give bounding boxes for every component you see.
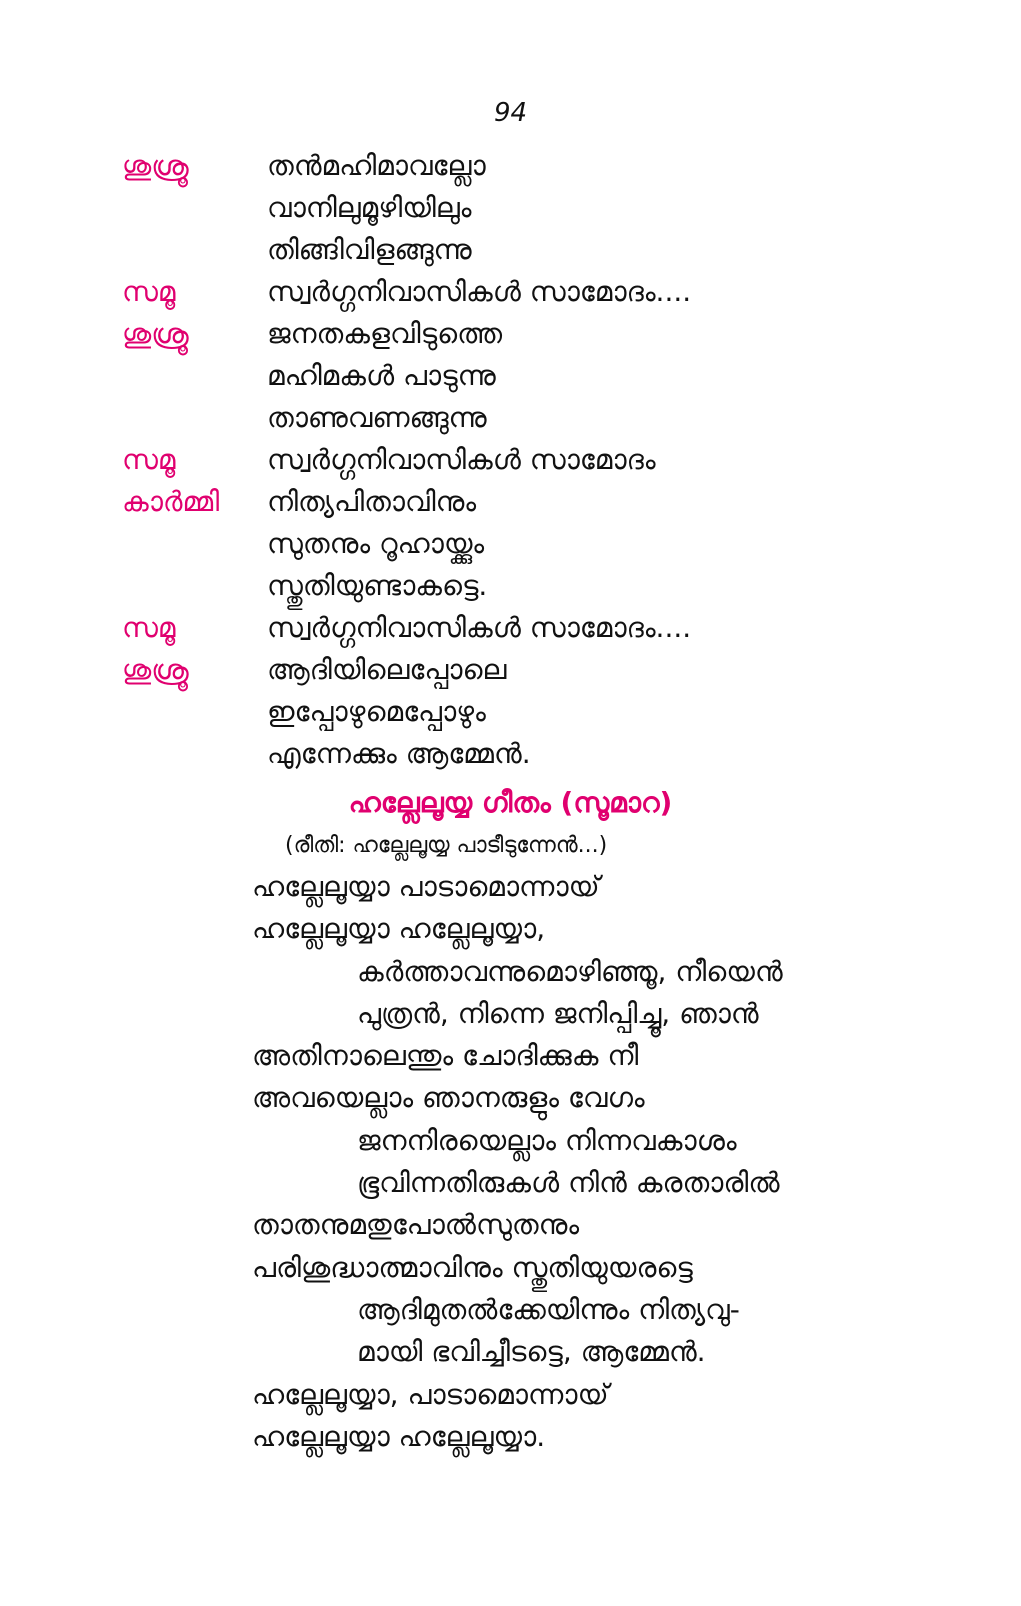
speaker-label: കാർമ്മി	[122, 485, 220, 518]
song-line: ഹല്ലേലൂയ്യാ ഹല്ലേലൂയ്യാ.	[252, 1419, 546, 1453]
speaker-label: സമൂ	[122, 275, 176, 308]
song-line: ഹല്ലേലൂയ്യാ, പാടാമൊന്നായ്	[252, 1377, 609, 1411]
page-number: 94	[493, 98, 528, 128]
song-line: കർത്താവന്നുമൊഴിഞ്ഞൂ, നീയെൻ	[357, 954, 783, 988]
song-title: ഹല്ലേലൂയ്യ ഗീതം (സൂമാറ)	[348, 786, 673, 819]
dialogue-text: വാനിലുമൂഴിയിലും	[267, 191, 472, 224]
dialogue-text: തിങ്ങിവിളങ്ങുന്നു	[267, 233, 472, 266]
song-line: മായി ഭവിച്ചീടട്ടെ, ആമ്മേൻ.	[357, 1335, 706, 1369]
speaker-label: ശുശ്രൂ	[122, 149, 189, 182]
speaker-label: ശുശ്രൂ	[122, 653, 189, 686]
song-line: ജനനിരയെല്ലാം നിന്നവകാശം	[357, 1123, 737, 1157]
song-body	[252, 866, 783, 1458]
speaker-label: സമൂ	[122, 611, 176, 644]
song-line: ഹല്ലേലൂയ്യാ പാടാമൊന്നായ്	[252, 870, 600, 903]
song-line: അവയെല്ലാം ഞാനരുളും വേഗം	[252, 1081, 645, 1115]
speaker-label: ശുശ്രൂ	[122, 317, 189, 350]
dialogue-text: നിത്യപിതാവിനും	[267, 485, 477, 518]
song-line: അതിനാലെന്തും ചോദിക്കുക നീ	[252, 1039, 639, 1073]
dialogue-text: ആദിയിലെപ്പോലെ	[267, 653, 507, 686]
song-line: താതനുമതുപോൽസുതനും	[252, 1208, 580, 1242]
dialogue-text: സ്തുതിയുണ്ടാകട്ടെ.	[267, 569, 488, 602]
dialogue-text: ഇപ്പോഴുമെപ്പോഴും	[267, 695, 486, 728]
song-line: പുത്രൻ, നിന്നെ ജനിപ്പിച്ചൂ, ഞാൻ	[357, 996, 759, 1030]
song-line: ഭൂവിന്നതിരുകൾ നിൻ കരതാരിൽ	[357, 1166, 780, 1200]
dialogue-text: എന്നേക്കും ആമ്മേൻ.	[267, 737, 531, 770]
dialogue-text: സ്വർഗ്ഗനിവാസികൾ സാമോദം	[267, 443, 656, 476]
dialogue-text: തൻമഹിമാവല്ലോ	[267, 149, 486, 182]
song-tune: (രീതി: ഹല്ലേലൂയ്യ പാടീടുന്നേൻ...)	[285, 833, 608, 858]
dialogue-text: ജനതകളവിടുത്തെ	[267, 317, 503, 350]
song-line: ആദിമുതൽക്കേയിന്നും നിത്യവു-	[357, 1292, 740, 1326]
dialogue-text: സ്വർഗ്ഗനിവാസികൾ സാമോദം....	[267, 275, 692, 308]
dialogue-text: സുതനും റൂഹായ്ക്കും	[267, 527, 485, 560]
song-line: പരിശുദ്ധാത്മാവിനും സ്തുതിയുയരട്ടെ	[252, 1250, 693, 1284]
song-line: ഹല്ലേലൂയ്യാ ഹല്ലേലൂയ്യാ,	[252, 912, 546, 946]
dialogue-text: താണുവണങ്ങുന്നു	[267, 401, 487, 434]
speaker-label: സമൂ	[122, 443, 176, 476]
dialogue-text: മഹിമകൾ പാടുന്നു	[267, 359, 496, 392]
dialogue-text: സ്വർഗ്ഗനിവാസികൾ സാമോദം....	[267, 611, 692, 644]
